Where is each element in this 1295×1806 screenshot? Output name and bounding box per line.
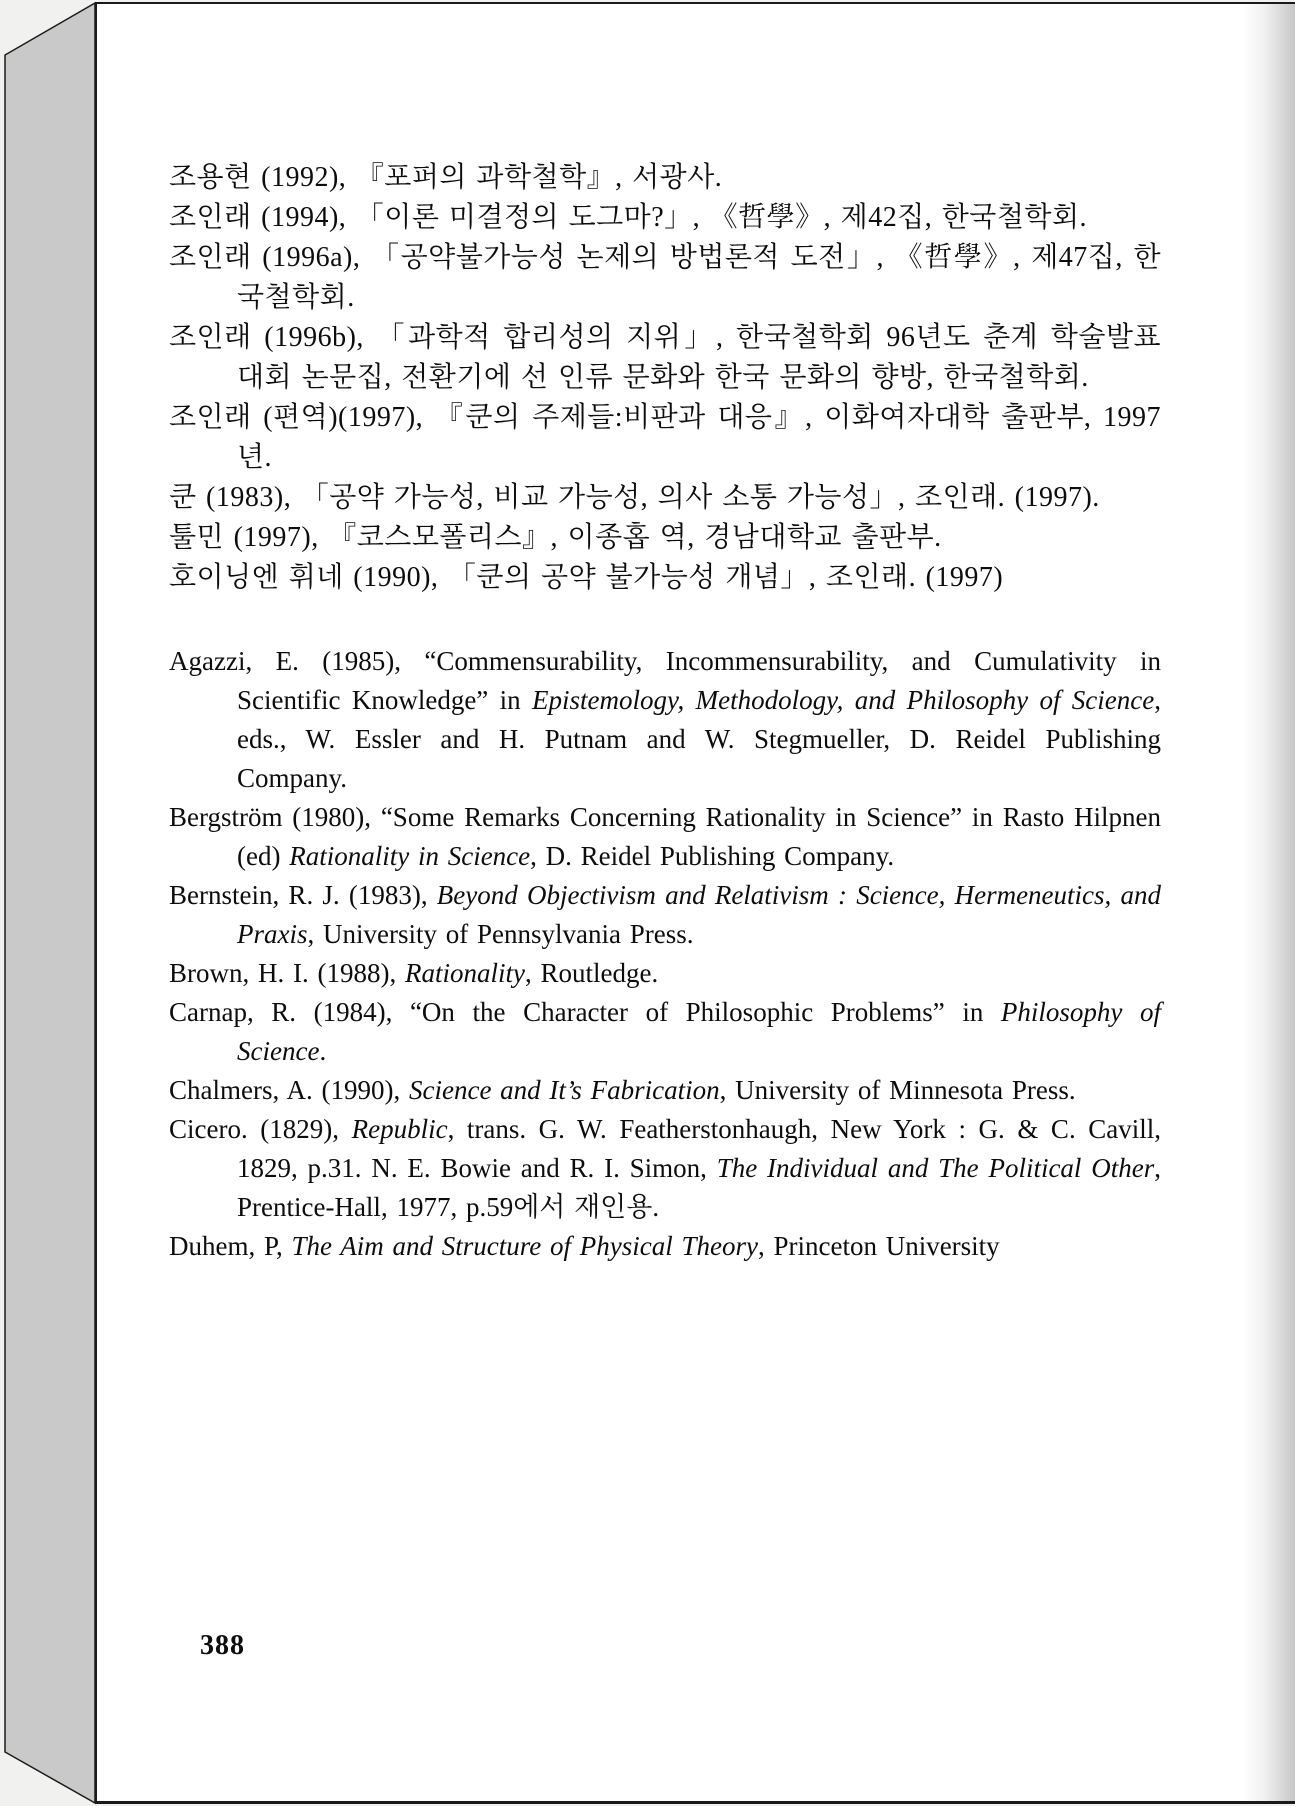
reference-segment: Rationality (404, 958, 525, 988)
page-number: 388 (200, 1630, 245, 1661)
reference-segment: 쿤 (1983), 「공약 가능성, 비교 가능성, 의사 소통 가능성」, 조인래. (1997). (169, 482, 1100, 513)
reference-segment: . (319, 1036, 327, 1066)
reference-segment: Agazzi, E. (1985), “Commensurability, Incommensurability, and Cumulativity in Scientific Knowledge” in (169, 646, 1161, 715)
reference-entry (169, 993, 1161, 1071)
reference-segment: , University of Pennsylvania Press. (307, 919, 694, 949)
reference-segment: Republic (351, 1114, 448, 1144)
reference-segment: 툴민 (1997), 『코스모폴리스』, 이종홉 역, 경남대학교 출판부. (169, 522, 942, 553)
reference-segment: 조인래 (편역)(1997), 『쿤의 주제들:비판과 대응』, 이화여자대학 출판부, 1997년. (169, 402, 1161, 473)
references-list (169, 158, 1161, 1266)
reference-entry (169, 1110, 1161, 1227)
reference-segment: Cicero. (1829), (169, 1114, 352, 1144)
reference-entry (169, 318, 1161, 398)
reference-segment: , University of Minnesota Press. (719, 1075, 1076, 1105)
page-right-shadow (1243, 4, 1295, 1801)
reference-entry (169, 518, 1161, 558)
reference-segment: Brown, H. I. (1988), (169, 958, 405, 988)
reference-segment: 조인래 (1994), 「이론 미결정의 도그마?」, 《哲學》, 제42집, 한국철학회. (169, 202, 1087, 233)
reference-segment: 조인래 (1996a), 「공약불가능성 논제의 방법론적 도전」, 《哲學》, 제47집, 한국철학회. (169, 242, 1161, 313)
references-english (169, 642, 1161, 1266)
reference-entry (169, 954, 1161, 993)
reference-entry (169, 1071, 1161, 1110)
reference-entry (169, 238, 1161, 318)
reference-segment: Philosophy of Science (237, 997, 1161, 1066)
reference-entry (169, 642, 1161, 798)
reference-segment: Rationality in Science (289, 841, 531, 871)
reference-entry (169, 876, 1161, 954)
reference-segment: , D. Reidel Publishing Company. (530, 841, 895, 871)
reference-entry (169, 558, 1161, 598)
reference-segment: Bergström (1980), “Some Remarks Concerning Rationality in Science” in Rasto Hilpnen (ed) (169, 802, 1161, 871)
page (95, 2, 1295, 1804)
reference-segment: Duhem, P, (169, 1231, 292, 1261)
reference-segment: Chalmers, A. (1990), (169, 1075, 409, 1105)
reference-segment: Bernstein, R. J. (1983), (169, 880, 437, 910)
reference-segment: 조인래 (1996b), 「과학적 합리성의 지위」, 한국철학회 96년도 춘계 학술발표 대회 논문집, 전환기에 선 인류 문화와 한국 문화의 향방, 한국철학회. (169, 322, 1161, 393)
reference-segment: Beyond Objectivism and Relativism : Science, Hermeneutics, and Praxis (237, 880, 1161, 949)
reference-segment: The Individual and The Political Other (716, 1153, 1155, 1183)
reference-segment: , Prentice-Hall, 1977, p.59에서 재인용. (237, 1153, 1161, 1222)
reference-segment: , eds., W. Essler and H. Putnam and W. Stegmueller, D. Reidel Publishing Company. (237, 685, 1161, 793)
reference-segment: 조용현 (1992), 『포퍼의 과학철학』, 서광사. (169, 162, 723, 193)
reference-entry (169, 478, 1161, 518)
reference-segment: , trans. G. W. Featherstonhaugh, New York : G. & C. Cavill, 1829, p.31. N. E. Bowie and R. I. Simon, (237, 1114, 1162, 1183)
reference-segment: Epistemology, Methodology, and Philosophy of Science (532, 685, 1155, 715)
reference-segment: 호이닝엔 휘네 (1990), 「쿤의 공약 불가능성 개념」, 조인래. (1997) (169, 562, 1004, 593)
reference-segment: Carnap, R. (1984), “On the Character of Philosophic Problems” in (169, 997, 1001, 1027)
references-korean (169, 158, 1161, 598)
reference-entry (169, 158, 1161, 198)
reference-entry (169, 1227, 1161, 1266)
reference-entry (169, 198, 1161, 238)
reference-segment: , Routledge. (524, 958, 659, 988)
reference-entry (169, 798, 1161, 876)
reference-segment: Science and It’s Fabrication (408, 1075, 720, 1105)
reference-entry (169, 398, 1161, 478)
reference-segment: The Aim and Structure of Physical Theory (291, 1231, 758, 1261)
book-edge-polygon (5, 3, 95, 1803)
reference-segment: , Princeton University (757, 1231, 1000, 1261)
